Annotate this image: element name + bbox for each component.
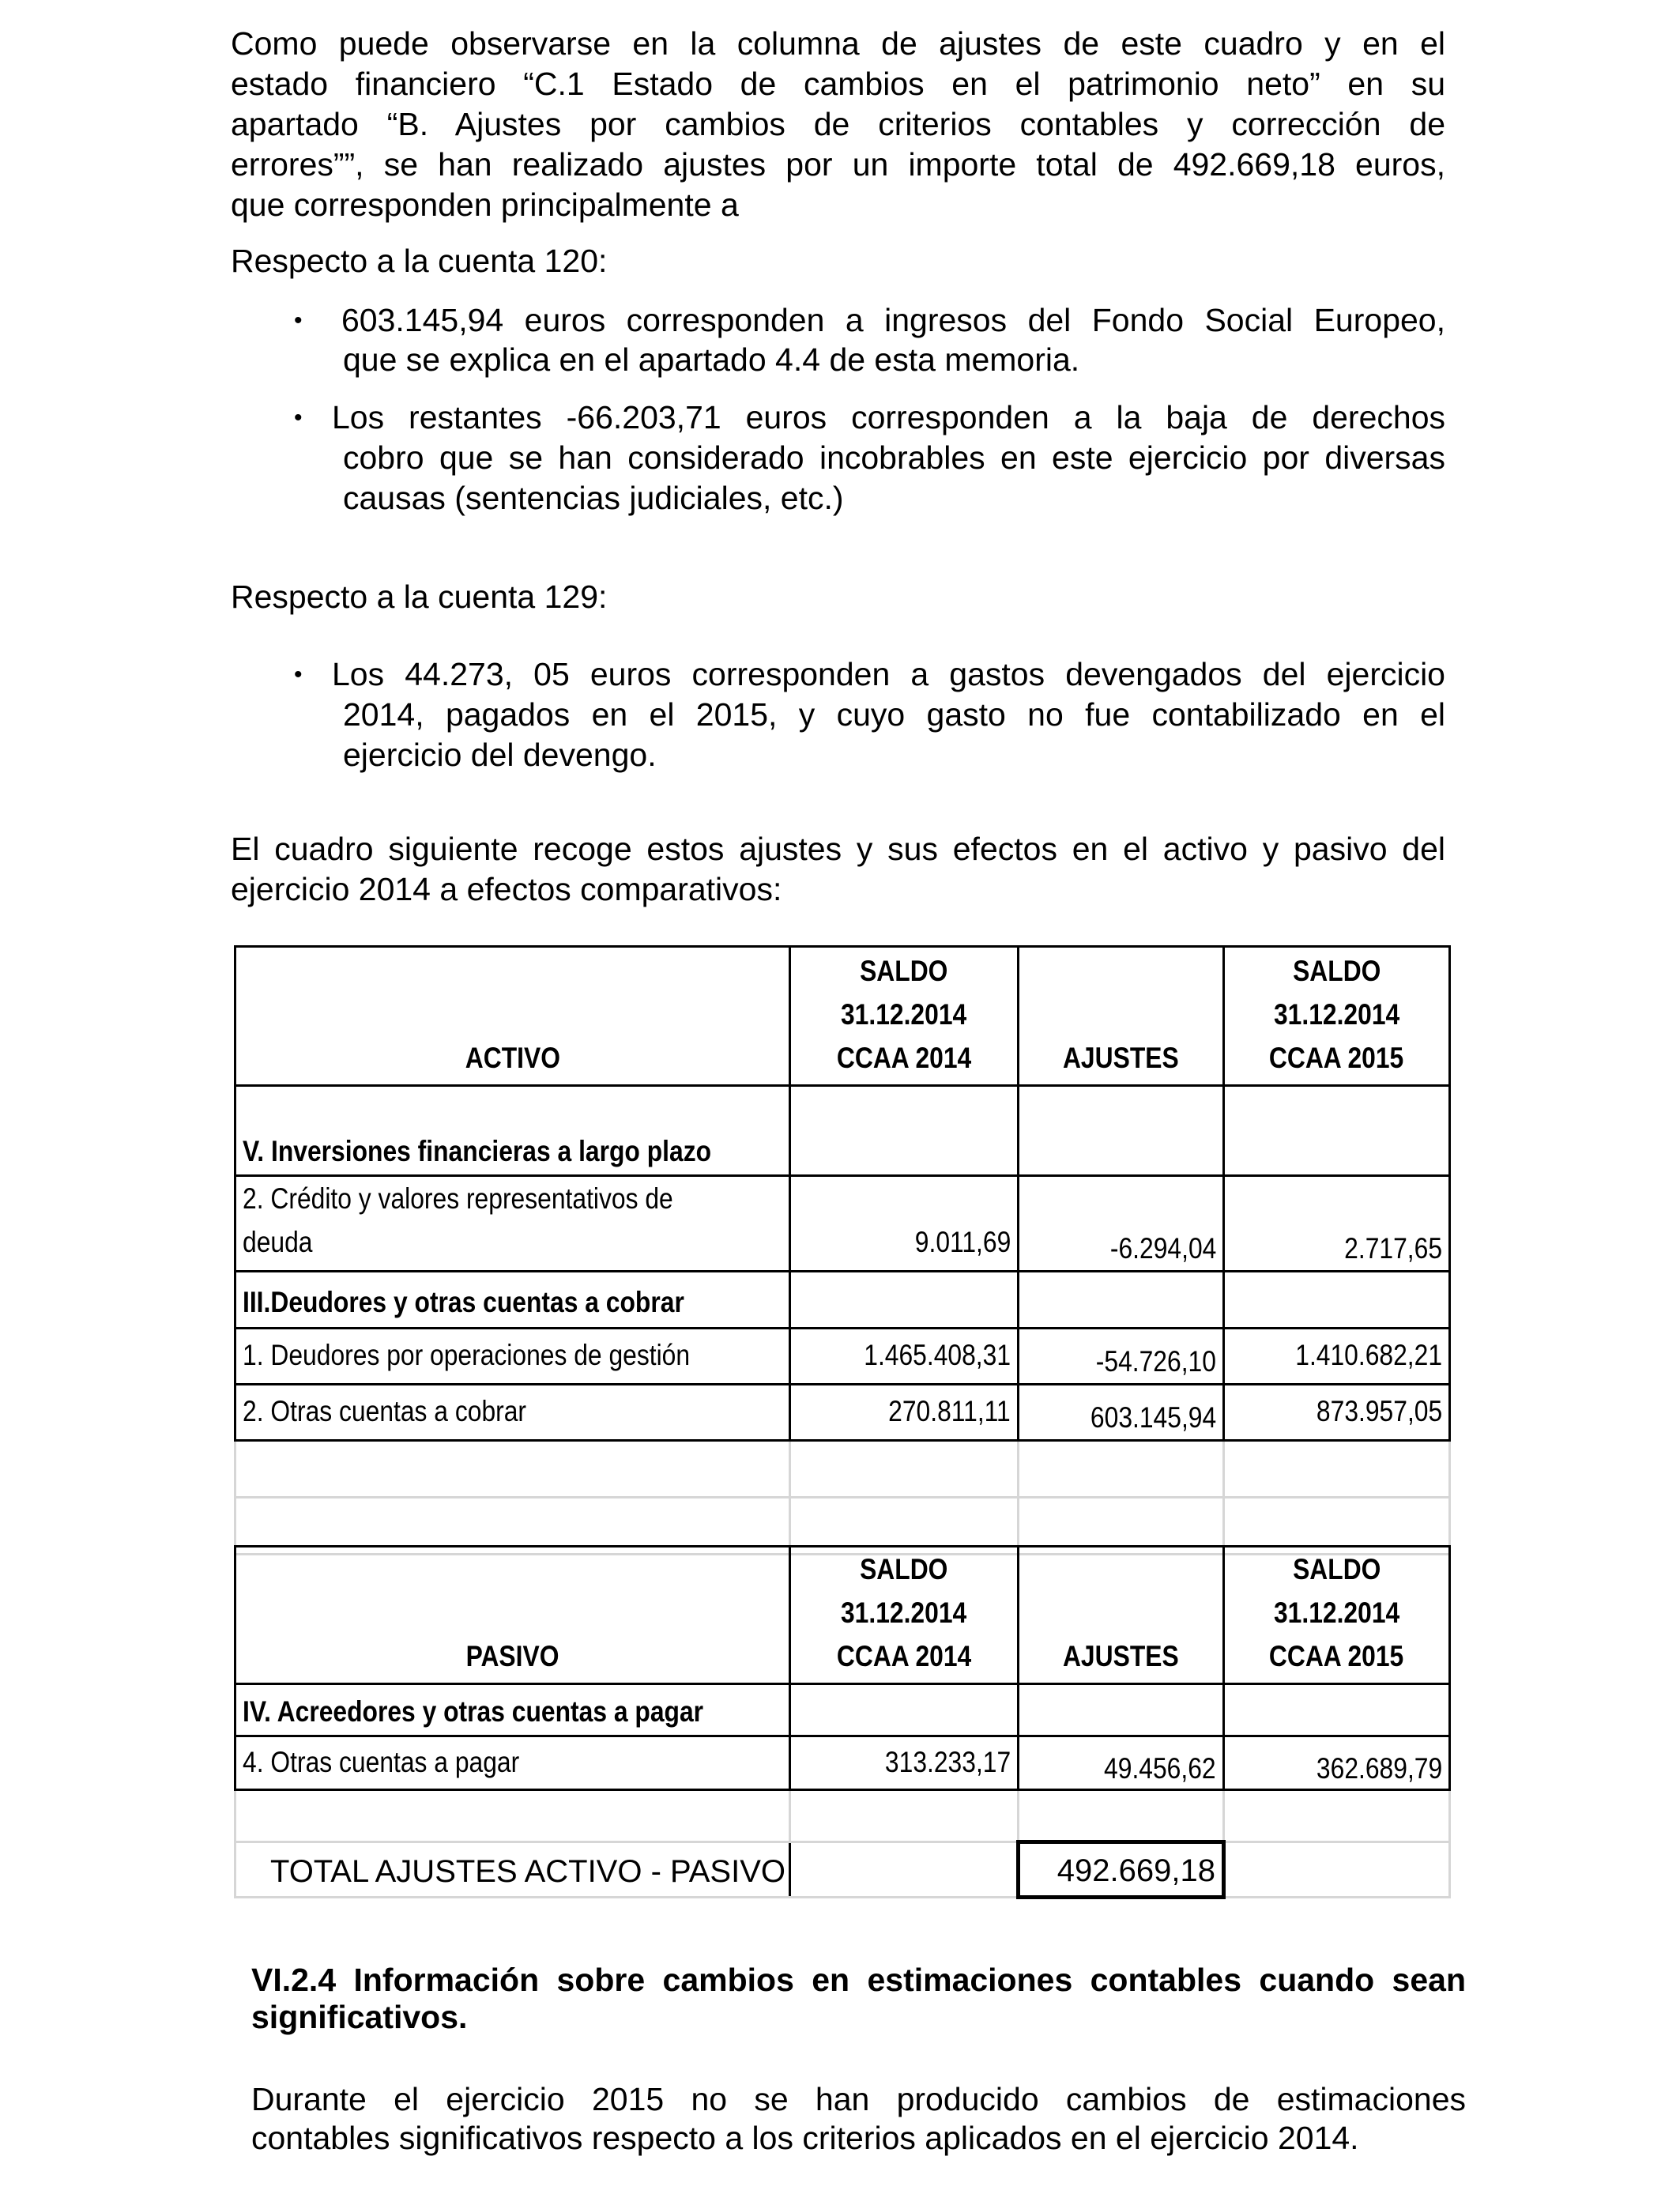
section-vi-title-line: significativos. [251, 1999, 468, 2035]
bullet-line: ejercicio del devengo. [343, 737, 657, 773]
credito-saldo-2014: 9.011,69 [790, 1176, 1019, 1272]
ajustes-header: AJUSTES [1019, 1547, 1224, 1684]
pasivo-table [234, 1545, 1451, 1899]
bullet-line: Los 44.273, 05 euros corresponden a gastos devengados del ejercicio [332, 656, 1445, 692]
pasivo-header: PASIVO [235, 1547, 790, 1684]
otras-pagar-saldo-2015: 362.689,79 [1224, 1736, 1450, 1790]
section-iii-label: III.Deudores y otras cuentas a cobrar [235, 1272, 790, 1329]
ajustes-header: AJUSTES [1019, 947, 1224, 1086]
empty-row [235, 1441, 1450, 1498]
activo-header: ACTIVO [235, 947, 790, 1086]
deudores-label: 1. Deudores por operaciones de gestión [235, 1329, 790, 1385]
saldo-2014-header: SALDO 31.12.2014 CCAA 2014 [790, 947, 1019, 1086]
bullet-icon: • [294, 662, 303, 688]
empty-row [235, 1790, 1450, 1842]
otras-pagar-ajustes: 49.456,62 [1019, 1736, 1224, 1790]
intro-line: que corresponden principalmente a [231, 187, 739, 223]
deudores-ajustes: -54.726,10 [1019, 1329, 1224, 1385]
bullet-icon: • [294, 307, 303, 334]
credito-ajustes: -6.294,04 [1019, 1176, 1224, 1272]
otras-pagar-saldo-2014: 313.233,17 [790, 1736, 1019, 1790]
credito-label: 2. Crédito y valores representativos de deuda [235, 1176, 790, 1272]
intro-line: errores””, se han realizado ajustes por un importe total de 492.669,18 euros, [231, 146, 1445, 183]
otras-cobrar-saldo-2014: 270.811,11 [790, 1385, 1019, 1441]
bullet-icon: • [294, 405, 303, 431]
section-v-label: V. Inversiones financieras a largo plazo [235, 1086, 790, 1176]
credito-saldo-2015: 2.717,65 [1224, 1176, 1450, 1272]
intro-line: apartado “B. Ajustes por cambios de criterios contables y corrección de [231, 106, 1445, 142]
otras-cobrar-saldo-2015: 873.957,05 [1224, 1385, 1450, 1441]
total-label: TOTAL AJUSTES ACTIVO - PASIVO [235, 1842, 790, 1898]
cuadro-intro-line: El cuadro siguiente recoge estos ajustes y sus efectos en el activo y pasivo del [231, 831, 1445, 867]
cuenta-120-heading: Respecto a la cuenta 120: [231, 243, 608, 279]
total-value: 492.669,18 [1019, 1842, 1224, 1898]
cuenta-129-heading: Respecto a la cuenta 129: [231, 579, 608, 615]
saldo-2015-header: SALDO 31.12.2014 CCAA 2015 [1224, 947, 1450, 1086]
section-iv-label: IV. Acreedores y otras cuentas a pagar [235, 1684, 790, 1736]
otras-pagar-label: 4. Otras cuentas a pagar [235, 1736, 790, 1790]
saldo-2015-header: SALDO 31.12.2014 CCAA 2015 [1224, 1547, 1450, 1684]
bullet-line: que se explica en el apartado 4.4 de esta memoria. [343, 341, 1080, 378]
bullet-line: 603.145,94 euros corresponden a ingresos del Fondo Social Europeo, [341, 302, 1445, 338]
bullet-line: Los restantes -66.203,71 euros corresponden a la baja de derechos [332, 399, 1445, 435]
bullet-line: 2014, pagados en el 2015, y cuyo gasto no fue contabilizado en el [343, 696, 1445, 733]
saldo-2014-header: SALDO 31.12.2014 CCAA 2014 [790, 1547, 1019, 1684]
intro-line: Como puede observarse en la columna de ajustes de este cuadro y en el [231, 25, 1445, 62]
bullet-line: cobro que se han considerado incobrables en este ejercicio por diversas [343, 439, 1445, 476]
intro-line: estado financiero “C.1 Estado de cambios en el patrimonio neto” en su [231, 66, 1445, 102]
cuadro-intro-line: ejercicio 2014 a efectos comparativos: [231, 871, 782, 907]
activo-table [234, 945, 1451, 1555]
section-vi-body-line: Durante el ejercicio 2015 no se han producido cambios de estimaciones [251, 2081, 1466, 2117]
otras-cobrar-ajustes: 603.145,94 [1019, 1385, 1224, 1441]
section-vi-title-line: VI.2.4 Información sobre cambios en estimaciones contables cuando sean [251, 1962, 1466, 1998]
deudores-saldo-2015: 1.410.682,21 [1224, 1329, 1450, 1385]
bullet-line: causas (sentencias judiciales, etc.) [343, 480, 844, 516]
otras-cobrar-label: 2. Otras cuentas a cobrar [235, 1385, 790, 1441]
section-vi-body-line: contables significativos respecto a los criterios aplicados en el ejercicio 2014. [251, 2120, 1359, 2156]
deudores-saldo-2014: 1.465.408,31 [790, 1329, 1019, 1385]
